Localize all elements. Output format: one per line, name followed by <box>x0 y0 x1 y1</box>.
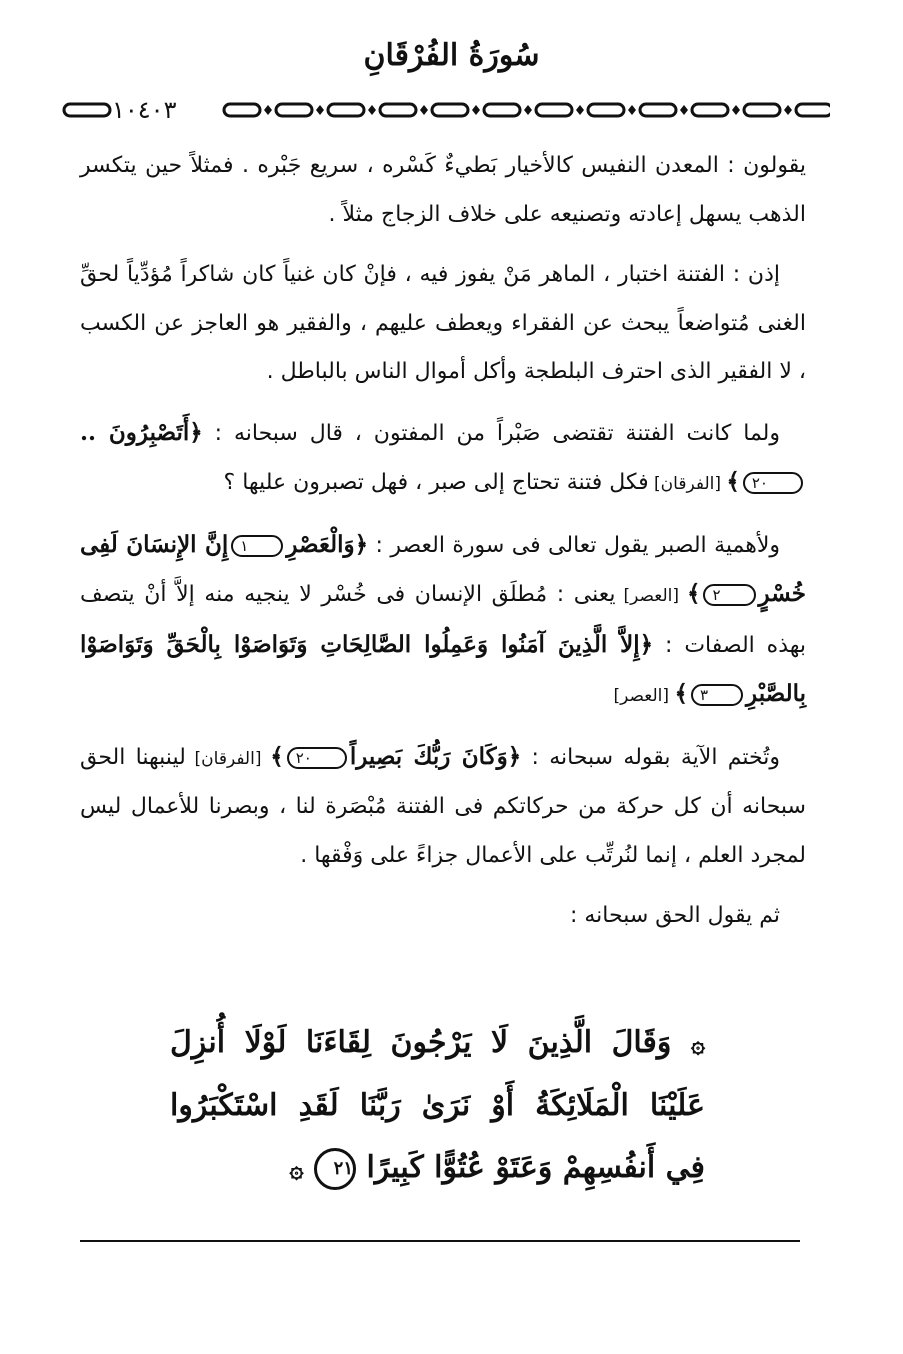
chain-link <box>380 104 416 116</box>
surah-reference: [العصر] <box>615 586 687 606</box>
verse-line-text: فِي أَنفُسِهِمْ وَعَتَوْ عُتُوًّا كَبِيرًا <box>366 1150 705 1185</box>
quran-verse-block <box>170 1012 705 1200</box>
page-number: ١٠٤٠٣ <box>112 96 177 124</box>
body-sentence: فكل فتنة تحتاج إلى صبر ، فهل تصبرون عليها ؟ <box>223 470 649 495</box>
paragraph <box>80 521 806 721</box>
verse-open-ornament-icon: ۞ <box>690 1029 706 1058</box>
chain-diamond <box>368 105 376 115</box>
paragraph <box>80 892 806 941</box>
verse-number-badge: ٢١ <box>314 1148 356 1190</box>
footer-rule <box>80 1240 800 1242</box>
ayah-number-badge: ٢٠ <box>743 472 803 494</box>
quran-quote: إِنَّ الإِنسَانَ لَفِى خُسْرٍ <box>80 530 806 607</box>
chain-link <box>744 104 780 116</box>
header-ornamental-rule <box>62 93 830 127</box>
quran-quote: ﴿أَتَصْبِرُونَ .. <box>80 418 203 446</box>
chain-link <box>692 104 728 116</box>
verse-line-3 <box>170 1137 705 1200</box>
ayah-number-badge: ١ <box>231 535 283 557</box>
verse-line-1 <box>170 1012 705 1075</box>
chain-link <box>328 104 364 116</box>
ayah-number-badge: ٢٠ <box>287 747 347 769</box>
chain-link <box>484 104 520 116</box>
chain-link <box>276 104 312 116</box>
chain-link <box>640 104 676 116</box>
chain-link <box>224 104 260 116</box>
chain-link <box>588 104 624 116</box>
quran-quote: ﴿وَكَانَ رَبُّكَ بَصِيراً <box>349 742 522 770</box>
ayah-number-badge: ٢ <box>703 584 755 606</box>
chain-diamond <box>680 105 688 115</box>
quran-quote: ﴾ <box>687 580 701 607</box>
body-sentence: ثم يقول الحق سبحانه : <box>569 903 780 928</box>
chain-diamond <box>264 105 272 115</box>
chain-diamond <box>524 105 532 115</box>
body-sentence: ولأهمية الصبر يقول تعالى فى سورة العصر : <box>368 532 780 558</box>
chain-diamond <box>576 105 584 115</box>
chain-link <box>536 104 572 116</box>
quran-quote: ﴾ <box>726 468 740 495</box>
chain-diamond <box>732 105 740 115</box>
body-sentence: إذن : الفتنة اختبار ، الماهر مَنْ يفوز فيه ، فإنْ كان غنياً كان شاكراً مُؤدِّياً لحقِّ الغنى مُتواضعاً يبحث عن الفقراء ويعطف عليهم ، والفقير هو العاجز عن الكسب ، لا الفقير الذى احترف البلطجة وأكل أموال الناس بالباطل . <box>80 262 806 384</box>
surah-reference: [الفرقان] <box>648 474 727 494</box>
ayah-number-badge: ٣ <box>691 684 743 706</box>
verse-line-text: عَلَيْنَا الْمَلَائِكَةُ أَوْ نَرَىٰ رَبَّنَا لَقَدِ اسْتَكْبَرُوا <box>170 1088 705 1123</box>
chain-link <box>796 104 830 116</box>
paragraph <box>80 733 806 881</box>
paragraph <box>80 409 806 509</box>
surah-reference: [الفرقان] <box>185 748 271 769</box>
chain-diamond <box>316 105 324 115</box>
surah-title: سُورَةُ الفُرْقَانِ <box>363 38 540 73</box>
verse-close-ornament-icon: ۞ <box>289 1154 304 1183</box>
verse-line-2 <box>170 1075 705 1137</box>
paragraph <box>80 142 806 239</box>
verse-line-text: وَقَالَ الَّذِينَ لَا يَرْجُونَ لِقَاءَنَا لَوْلَا أُنزِلَ <box>170 1025 672 1060</box>
body-sentence: وتُختم الآية بقوله سبحانه : <box>521 744 780 770</box>
chain-ornament <box>222 101 830 119</box>
chain-diamond <box>628 105 636 115</box>
chain-link <box>432 104 468 116</box>
surah-reference: [العصر] <box>613 686 675 706</box>
chain-diamond <box>784 105 792 115</box>
body-sentence: يعنى : مُطلَق الإنسان فى خُسْر لا ينجيه منه إلاَّ أنْ يتصف بهذه الصفات : <box>80 582 807 658</box>
quran-quote: ﴾ <box>674 680 688 707</box>
chain-diamond <box>472 105 480 115</box>
chain-ornament-left <box>62 101 114 119</box>
paragraph <box>80 251 806 397</box>
body-text <box>80 142 806 953</box>
body-sentence: يقولون : المعدن النفيس كالأخيار بَطيءٌ كَسْره ، سريع جَبْره . فمثلاً حين يتكسر الذهب يسهل إعادته وتصنيعه على خلاف الزجاج مثلاً . <box>80 153 806 227</box>
body-sentence: ولما كانت الفتنة تقتضى صَبْراً من المفتون ، قال سبحانه : <box>202 420 780 446</box>
quran-quote: ﴿وَالْعَصْرِ <box>286 530 369 558</box>
chain-diamond <box>420 105 428 115</box>
quran-quote: ﴾ <box>270 742 284 770</box>
quran-quote: ﴿إِلاَّ الَّذِينَ آمَنُوا وَعَمِلُوا الصَّالِحَاتِ وَتَوَاصَوْا بِالْحَقِّ وَتَوَاصَوْا بِالصَّبْرِ <box>80 630 806 707</box>
body-sentence: لينبهنا الحق سبحانه أن كل حركة من حركاتكم فى الفتنة مُبْصَرة لنا ، وبصرنا للأعمال ليس لمجرد العلم ، إنما لنُرتِّب على الأعمال جزاءً على وَفْقها . <box>80 744 806 868</box>
